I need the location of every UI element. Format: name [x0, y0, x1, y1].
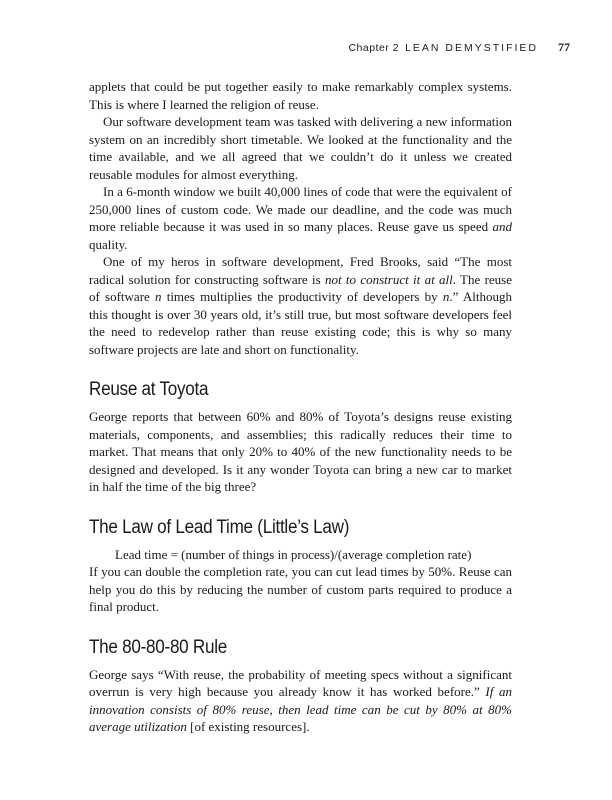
paragraph-80-80-80 — [89, 666, 512, 736]
paragraph-toyota: George reports that between 60% and 80% of Toyota’s designs reuse existing materials, components, and assemblies; this radically reduces their time to market. That means that only 20% to 40% of the new functionality needs to be designed and developed. Is it any wonder Toyota can bring a new car to market in half the time of the big three? — [89, 409, 512, 494]
text-run: quality. — [89, 236, 128, 252]
lead-time-formula: Lead time = (number of things in process)/(average completion rate) — [115, 546, 472, 562]
running-head — [348, 40, 570, 55]
heading-reuse-at-toyota: Reuse at Toyota — [89, 379, 209, 400]
text-run: times multiplies the productivity of developers by — [161, 289, 443, 304]
emphasis-n: n — [155, 289, 162, 304]
text-run: In a 6-month window we built 40,000 lines of code that were the equivalent of 250,000 lines of custom code. We made our deadline, and the code was much more reliable because it was used in so many places. Reuse gave us speed — [89, 184, 512, 234]
emphasis-rule: If an innovation consists of 80% reuse, then lead time can be cut by 80% at 80% average utilization — [89, 684, 512, 734]
text-run: George says “With reuse, the probability of meeting specs without a significant overrun is very high because you already know it has worked before.” — [89, 666, 512, 699]
heading-80-80-80-rule: The 80-80-80 Rule — [89, 636, 228, 658]
text-run: . The reuse of software — [89, 271, 512, 304]
text-run: One of my heros in software development, Fred Brooks, said “The most radical solution for constructing software is — [89, 254, 512, 287]
emphasis-n: n — [442, 289, 450, 304]
paragraph-intro-3 — [89, 183, 512, 253]
chapter-label: Chapter 2 — [348, 42, 400, 54]
text-run: [of existing resources]. — [186, 719, 310, 734]
paragraph-intro-4 — [89, 253, 512, 358]
emphasis-quote: not to construct it at all — [324, 271, 453, 287]
paragraph-intro-2: Our software development team was tasked with delivering a new information system on an incredibly short timetable. We looked at the functionality and the time available, and we all agreed that we couldn’t do it unless we created reusable modules for almost everything. — [89, 114, 512, 182]
body-text — [89, 78, 512, 736]
text-run: .” Although this thought is over 30 years old, it’s still true, but most software developers feel the need to redevelop rather than reuse existing code; this is why so many software projects are late and short on functionality. — [89, 289, 512, 357]
chapter-name: LEAN DEMYSTIFIED — [405, 42, 538, 54]
paragraph-littles-law: If you can double the completion rate, you can cut lead times by 50%. Reuse can help you do this by reducing the number of custom parts required to produce a final product. — [89, 564, 512, 614]
emphasis-and: and — [492, 219, 512, 234]
heading-littles-law: The Law of Lead Time (Little’s Law) — [89, 516, 350, 538]
paragraph-intro-1: applets that could be put together easily to make remarkably complex systems. This is where I learned the religion of reuse. — [89, 79, 512, 112]
page-number: 77 — [558, 40, 570, 54]
